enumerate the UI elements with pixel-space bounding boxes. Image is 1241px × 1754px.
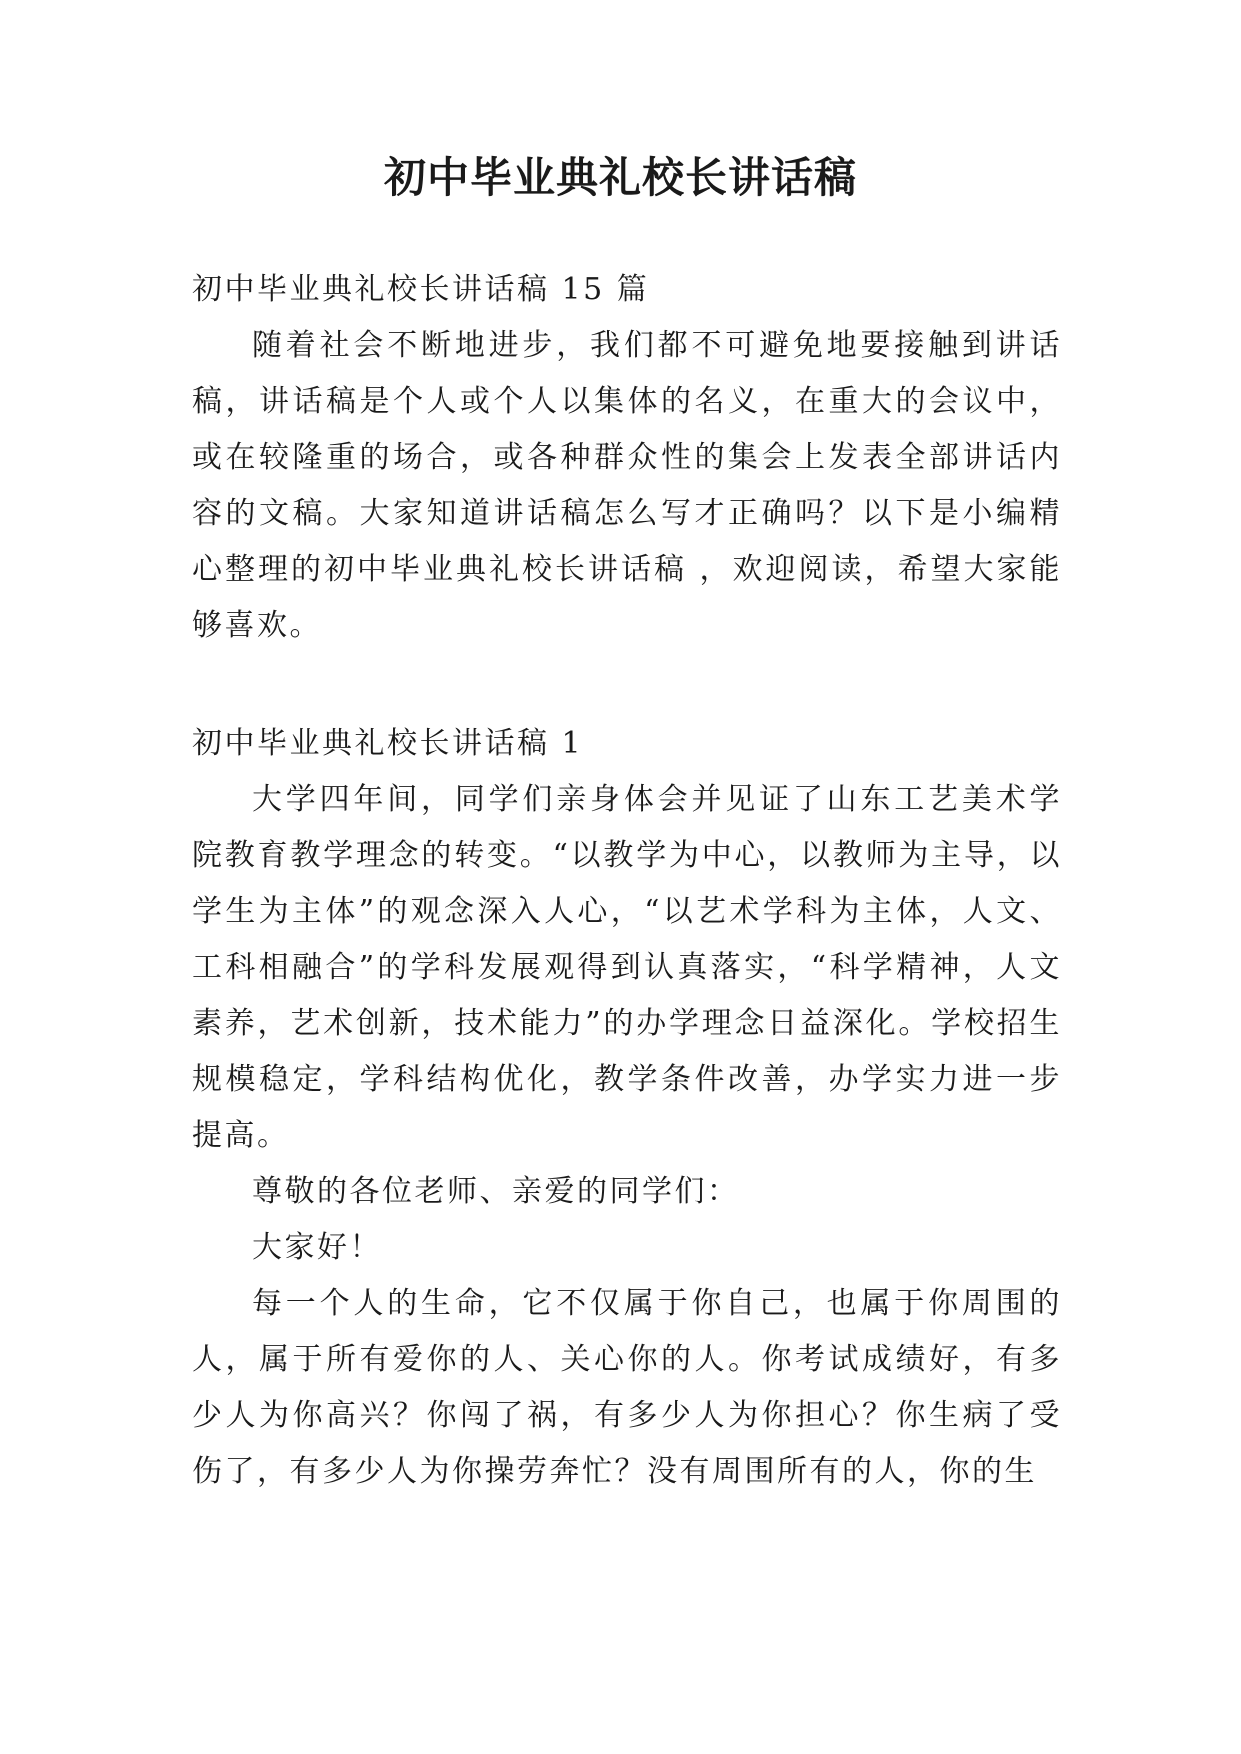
section-heading: 初中毕业典礼校长讲话稿 1 — [192, 726, 584, 761]
intro-heading: 初中毕业典礼校长讲话稿 15 篇 — [192, 272, 650, 307]
body-paragraph: 每一个人的生命，它不仅属于你自己，也属于你周围的人，属于所有爱你的人、关心你的人。你考试成绩好，有多少人为你高兴？你闯了祸，有多少人为你担心？你生病了受伤了，有多少人为你操劳奔忙？没有周围所有的人，你的生 — [192, 1286, 1062, 1489]
document-body — [192, 262, 1062, 1500]
greeting: 大家好！ — [252, 1230, 382, 1265]
salutation: 尊敬的各位老师、亲爱的同学们： — [252, 1174, 740, 1209]
document-title: 初中毕业典礼校长讲话稿 — [383, 153, 857, 202]
section-gap — [192, 654, 1062, 716]
intro-paragraph: 随着社会不断地进步，我们都不可避免地要接触到讲话稿，讲话稿是个人或个人以集体的名义，在重大的会议中，或在较隆重的场合，或各种群众性的集会上发表全部讲话内容的文稿。大家知道讲话稿怎么写才正确吗？以下是小编精心整理的初中毕业典礼校长讲话稿 ，欢迎阅读，希望大家能够喜欢。 — [192, 328, 1062, 643]
body-paragraph: 大学四年间，同学们亲身体会并见证了山东工艺美术学院教育教学理念的转变。“以教学为中心，以教师为主导，以学生为主体”的观念深入人心，“以艺术学科为主体，人文、工科相融合”的学科发展观得到认真落实，“科学精神，人文素养，艺术创新，技术能力”的办学理念日益深化。学校招生规模稳定，学科结构优化，教学条件改善，办学实力进一步提高。 — [192, 782, 1062, 1153]
